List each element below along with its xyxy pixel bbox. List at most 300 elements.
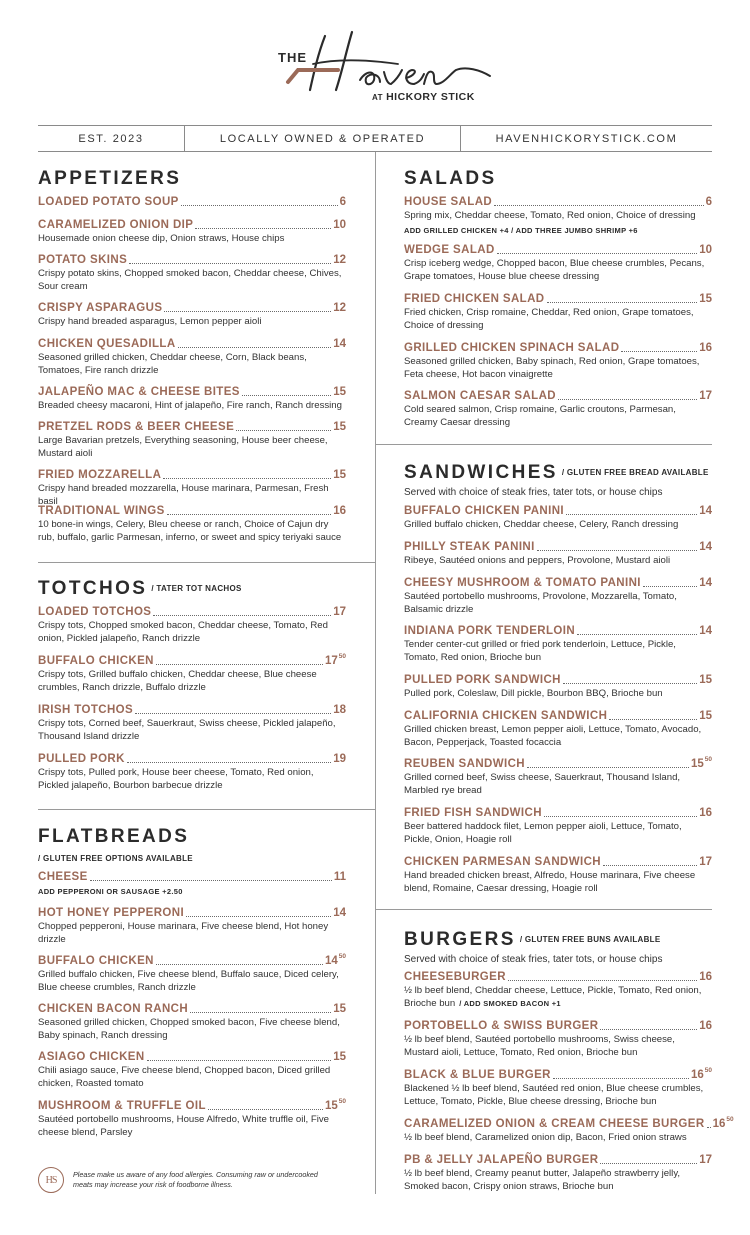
menu-item-header <box>404 242 712 257</box>
menu-item[interactable] <box>404 1067 712 1108</box>
menu-item-price <box>699 389 712 403</box>
menu-item[interactable] <box>38 1098 346 1139</box>
menu-item-name: LOADED POTATO SOUP <box>38 196 179 208</box>
menu-item-price <box>691 753 712 771</box>
leader-dots <box>236 430 331 431</box>
totchos-note: / TATER TOT NACHOS <box>151 584 242 593</box>
menu-item-header <box>404 539 712 554</box>
menu-item[interactable] <box>38 336 346 377</box>
menu-item-name: CHEESEBURGER <box>404 971 506 983</box>
menu-item-name: PULLED PORK SANDWICH <box>404 674 561 686</box>
menu-item-description <box>404 985 712 1010</box>
menu-item-price <box>699 1019 712 1033</box>
website-link[interactable]: HAVENHICKORYSTICK.COM <box>495 132 678 145</box>
menu-item-description-text: Crispy tots, Corned beef, Sauerkraut, Swiss cheese, Pickled jalapeño, Thousand Island drizzle <box>38 718 336 742</box>
leader-dots <box>508 980 697 981</box>
menu-item-name: PRETZEL RODS & BEER CHEESE <box>38 421 235 433</box>
menu-item[interactable] <box>38 1049 346 1090</box>
menu-item-header <box>404 291 712 306</box>
menu-item-price <box>333 385 346 399</box>
menu-item-description <box>404 688 712 701</box>
menu-item-price <box>699 806 712 820</box>
leader-dots <box>178 347 332 348</box>
menu-item-description-text: Grilled buffalo chicken, Cheddar cheese, Celery, Ranch dressing <box>404 519 679 530</box>
flatbreads-title: FLATBREADS <box>38 826 190 847</box>
menu-item-name: CHICKEN QUESADILLA <box>38 338 176 350</box>
menu-item[interactable] <box>404 1018 712 1059</box>
menu-item-name: BUFFALO CHICKEN PANINI <box>404 505 565 517</box>
menu-item-header <box>38 300 346 315</box>
menu-item-description <box>38 268 346 293</box>
menu-item-name: LOADED TOTCHOS <box>38 606 152 618</box>
menu-item-header <box>404 388 712 403</box>
divider-salads-sandwiches <box>376 444 712 445</box>
menu-item-price <box>699 292 712 306</box>
leader-dots <box>242 395 331 396</box>
menu-item[interactable] <box>38 905 346 946</box>
menu-item[interactable] <box>38 217 346 246</box>
menu-item-header <box>38 384 346 399</box>
menu-item-description <box>404 870 712 895</box>
price-dollars: 12 <box>333 302 346 314</box>
menu-item-price <box>699 624 712 638</box>
menu-item[interactable] <box>38 869 346 897</box>
menu-item-header <box>38 653 346 668</box>
menu-item-price <box>699 504 712 518</box>
price-dollars: 19 <box>333 753 346 765</box>
menu-item[interactable] <box>404 756 712 797</box>
menu-item-price <box>699 243 712 257</box>
menu-item[interactable] <box>38 702 346 743</box>
menu-item-price <box>333 301 346 315</box>
menu-item[interactable] <box>404 539 712 568</box>
salads-title: SALADS <box>404 168 497 189</box>
price-dollars: 16 <box>712 1118 726 1130</box>
leader-dots <box>707 1127 711 1128</box>
menu-item-description-text: Grilled chicken breast, Lemon pepper aioli, Lettuce, Tomato, Avocado, Bacon, Pepperjack, Toasted focaccia <box>404 724 702 748</box>
footer <box>38 1165 358 1195</box>
menu-item-description <box>404 555 712 568</box>
menu-item-description <box>38 316 346 329</box>
menu-item-description-text: Grilled buffalo chicken, Five cheese blend, Buffalo sauce, Diced celery, Blue cheese crumbles, Ranch drizzle <box>38 969 339 993</box>
menu-item-header <box>404 1018 712 1033</box>
totchos-title: TOTCHOS <box>38 578 148 600</box>
price-dollars: 16 <box>699 342 712 354</box>
menu-item-description-text: Blackened ½ lb beef blend, Sautéed red onion, Blue cheese crumbles, Lettuce, Tomato, Pickle, Blue cheese dressing, Brioche bun <box>404 1083 704 1107</box>
leader-dots <box>164 311 331 312</box>
price-dollars: 11 <box>333 871 346 883</box>
menu-item[interactable] <box>38 653 346 694</box>
menu-item[interactable] <box>404 575 712 616</box>
flatbreads-section <box>38 826 193 863</box>
menu-item-price <box>325 950 346 968</box>
menu-item-name: HOT HONEY PEPPERONI <box>38 907 185 919</box>
price-dollars: 15 <box>333 421 346 433</box>
logo-the: THE <box>278 50 307 65</box>
leader-dots <box>156 964 323 965</box>
menu-item-description <box>404 307 712 332</box>
menu-item-description <box>38 400 346 413</box>
menu-item[interactable] <box>404 503 712 532</box>
menu-item[interactable] <box>404 242 712 283</box>
menu-item[interactable] <box>404 388 712 429</box>
leader-dots <box>195 228 331 229</box>
price-dollars: 14 <box>699 505 712 517</box>
menu-item[interactable] <box>38 953 346 994</box>
menu-item[interactable] <box>38 1001 346 1042</box>
menu-item-name: FRIED CHICKEN SALAD <box>404 293 545 305</box>
menu-item-description-text: Sautéed portobello mushrooms, House Alfredo, White truffle oil, Five cheese blend, Parsley <box>38 1114 329 1138</box>
menu-item-price <box>325 1095 346 1113</box>
menu-item-name: ASIAGO CHICKEN <box>38 1051 145 1063</box>
menu-item-name: PB & JELLY JALAPEÑO BURGER <box>404 1154 599 1166</box>
menu-item-description-text: Housemade onion cheese dip, Onion straws, House chips <box>38 233 285 244</box>
leader-dots <box>497 253 698 254</box>
leader-dots <box>527 767 689 768</box>
menu-item[interactable] <box>404 708 712 749</box>
menu-item-price <box>333 253 346 267</box>
price-dollars: 10 <box>333 219 346 231</box>
menu-item-name: CHICKEN BACON RANCH <box>38 1003 189 1015</box>
price-dollars: 6 <box>339 196 346 208</box>
menu-item-price <box>699 709 712 723</box>
menu-item-description <box>404 639 712 664</box>
sandwiches-title: SANDWICHES <box>404 462 558 484</box>
menu-item-header <box>38 702 346 717</box>
menu-item-price <box>333 468 346 482</box>
price-dollars: 15 <box>690 758 704 770</box>
menu-item-addon: / ADD SMOKED BACON +1 <box>459 998 561 1008</box>
price-dollars: 10 <box>699 244 712 256</box>
menu-item-description-text: Crispy hand breaded mozzarella, House marinara, Parmesan, Fresh basil <box>38 483 329 507</box>
price-cents: 50 <box>338 1098 346 1105</box>
leader-dots <box>153 615 331 616</box>
menu-item-price <box>333 218 346 232</box>
menu-item[interactable] <box>404 194 712 236</box>
menu-item-header <box>38 604 346 619</box>
menu-item-description <box>38 352 346 377</box>
price-dollars: 14 <box>699 625 712 637</box>
price-cents: 50 <box>726 1116 734 1123</box>
menu-item-name: BUFFALO CHICKEN <box>38 655 154 667</box>
menu-item[interactable] <box>38 467 346 508</box>
menu-item-header <box>38 467 346 482</box>
menu-item-addon: ADD PEPPERONI OR SAUSAGE +2.50 <box>38 887 183 896</box>
menu-item[interactable] <box>404 623 712 664</box>
sandwiches-note: / GLUTEN FREE BREAD AVAILABLE <box>561 468 709 477</box>
menu-item-description <box>404 258 712 283</box>
menu-item-name: SALMON CAESAR SALAD <box>404 390 556 402</box>
leader-dots <box>609 719 697 720</box>
menu-item-header <box>404 1152 712 1167</box>
leader-dots <box>577 634 697 635</box>
menu-item-description <box>38 435 346 460</box>
menu-item-description <box>38 969 346 994</box>
logo-sub-place: HICKORY STICK <box>386 91 475 103</box>
menu-item-price <box>691 1064 712 1082</box>
menu-item-header <box>38 905 346 920</box>
menu-item-description <box>38 1065 346 1090</box>
menu-item-description <box>38 519 346 544</box>
menu-item-description-text: Seasoned grilled chicken, Cheddar cheese, Corn, Black beans, Tomatoes, Fire ranch drizzle <box>38 352 307 376</box>
menu-item-price <box>333 504 346 518</box>
menu-item-description <box>404 591 712 616</box>
price-dollars: 16 <box>699 1020 712 1032</box>
price-cents: 50 <box>704 756 712 763</box>
hs-badge-icon: HS <box>38 1167 64 1193</box>
leader-dots <box>553 1078 689 1079</box>
menu-item-description <box>38 669 346 694</box>
divider-totchos-flatbreads <box>38 809 375 810</box>
menu-item-description <box>404 1132 712 1145</box>
menu-item-header <box>404 1067 712 1082</box>
menu-item-price <box>340 195 346 209</box>
menu-item-header <box>404 623 712 638</box>
menu-item-description <box>404 1083 712 1108</box>
menu-item-header <box>38 217 346 232</box>
menu-item-description-text: Fried chicken, Crisp romaine, Cheddar, Red onion, Grape tomatoes, Choice of dressing <box>404 307 694 331</box>
price-dollars: 15 <box>333 1051 346 1063</box>
menu-item-header <box>38 1049 346 1064</box>
menu-item-name: CARAMELIZED ONION DIP <box>38 219 194 231</box>
burgers-section <box>404 929 662 966</box>
menu-item-description <box>404 821 712 846</box>
sandwiches-section <box>404 462 709 499</box>
burgers-note: / GLUTEN FREE BUNS AVAILABLE <box>519 935 661 944</box>
menu-item-price <box>699 1153 712 1167</box>
menu-item-description <box>38 1114 346 1139</box>
menu-item-description-text: Hand breaded chicken breast, Alfredo, House marinara, Five cheese blend, Romaine, Caesar dressing, Hoagie roll <box>404 870 696 894</box>
menu-item-description-text: Cold seared salmon, Crisp romaine, Garlic croutons, Parmesan, Creamy Caesar dressing <box>404 404 676 428</box>
menu-item-description-text: Seasoned grilled chicken, Chopped smoked bacon, Five cheese blend, Baby spinach, Ranch dressing <box>38 1017 340 1041</box>
menu-item-price <box>699 540 712 554</box>
leader-dots <box>563 683 697 684</box>
sandwiches-title-row <box>404 462 709 484</box>
menu-item[interactable] <box>404 1116 734 1145</box>
menu-item-description <box>38 233 346 246</box>
menu-item[interactable] <box>38 252 346 293</box>
menu-item-description-text: Sautéed portobello mushrooms, Provolone, Mozzarella, Tomato, Balsamic drizzle <box>404 591 677 615</box>
leader-dots <box>147 1060 332 1061</box>
menu-item-description <box>38 767 346 792</box>
appetizers-section <box>38 168 181 190</box>
leader-dots <box>494 205 703 206</box>
menu-item-price <box>333 1002 346 1016</box>
menu-item-description-text: ½ lb beef blend, Sautéed portobello mushrooms, Swiss cheese, Mustard aioli, Lettuce, Tomato, Red onion, Brioche bun <box>404 1034 675 1058</box>
menu-item-name: CHEESY MUSHROOM & TOMATO PANINI <box>404 577 641 589</box>
menu-item-description-text: Crispy tots, Grilled buffalo chicken, Cheddar cheese, Blue cheese crumbles, Ranch drizzle, Buffalo drizzle <box>38 669 317 693</box>
price-dollars: 15 <box>333 386 346 398</box>
leader-dots <box>167 514 332 515</box>
leader-dots <box>129 263 331 264</box>
price-dollars: 15 <box>699 710 712 722</box>
menu-item-header <box>404 1116 734 1131</box>
appetizers-title: APPETIZERS <box>38 168 182 189</box>
price-dollars: 16 <box>699 807 712 819</box>
menu-item[interactable] <box>404 672 712 701</box>
leader-dots <box>643 586 697 587</box>
leader-dots <box>127 762 331 763</box>
price-dollars: 15 <box>699 293 712 305</box>
menu-item-price <box>333 605 346 619</box>
menu-item-name: JALAPEÑO MAC & CHEESE BITES <box>38 386 240 398</box>
menu-item-name: GRILLED CHICKEN SPINACH SALAD <box>404 342 620 354</box>
menu-item-name: CHEESE <box>38 871 88 883</box>
menu-item-description-text: Crisp iceberg wedge, Chopped bacon, Blue cheese crumbles, Pecans, Grape tomatoes, House blue cheese dressing <box>404 258 705 282</box>
price-dollars: 12 <box>333 254 346 266</box>
price-dollars: 17 <box>699 390 712 402</box>
menu-item-name: INDIANA PORK TENDERLOIN <box>404 625 576 637</box>
menu-item-header <box>38 503 346 518</box>
menu-item[interactable] <box>38 384 346 413</box>
price-dollars: 16 <box>333 505 346 517</box>
leader-dots <box>208 1109 323 1110</box>
leader-dots <box>190 1012 331 1013</box>
divider-appetizers-totchos <box>38 562 375 563</box>
burgers-title-row <box>404 929 662 951</box>
menu-item-description-text: Chopped pepperoni, House marinara, Five cheese blend, Hot honey drizzle <box>38 921 329 945</box>
menu-item-name: CALIFORNIA CHICKEN SANDWICH <box>404 710 608 722</box>
menu-item[interactable] <box>404 969 712 1010</box>
sandwiches-subtitle: Served with choice of steak fries, tater tots, or house chips <box>404 487 663 499</box>
menu-item-price <box>333 337 346 351</box>
menu-item-description-text: Breaded cheesy macaroni, Hint of jalapeño, Fire ranch, Ranch dressing <box>38 400 342 411</box>
price-dollars: 17 <box>333 606 346 618</box>
menu-item[interactable] <box>38 300 346 329</box>
menu-item-description-text: Crispy potato skins, Chopped smoked bacon, Cheddar cheese, Chives, Sour cream <box>38 268 342 292</box>
leader-dots <box>600 1029 697 1030</box>
allergy-notice: Please make us aware of any food allergies. Consuming raw or undercooked meats may increase your risk of foodborne illness. <box>73 1170 318 1189</box>
menu-item-description-text: ½ lb beef blend, Caramelized onion dip, Bacon, Fried onion straws <box>404 1132 687 1143</box>
price-dollars: 14 <box>333 907 346 919</box>
menu-item[interactable] <box>404 291 712 332</box>
menu-item-description-text: ½ lb beef blend, Cheddar cheese, Lettuce, Pickle, Tomato, Red onion, Brioche bun <box>404 985 702 1009</box>
leader-dots <box>558 399 697 400</box>
menu-item-header <box>38 869 346 884</box>
menu-item[interactable] <box>404 805 712 846</box>
logo <box>260 18 500 114</box>
menu-item-header <box>404 854 712 869</box>
menu-item-header <box>38 1001 346 1016</box>
menu-item-name: PULLED PORK <box>38 753 125 765</box>
menu-item-price <box>713 1113 734 1131</box>
menu-item-price <box>699 341 712 355</box>
menu-item-description-text: Pulled pork, Coleslaw, Dill pickle, Bourbon BBQ, Brioche bun <box>404 688 663 699</box>
menu-item-header <box>404 805 712 820</box>
menu-item-price <box>706 195 712 209</box>
menu-item-header <box>404 756 712 771</box>
menu-item[interactable] <box>38 604 346 645</box>
menu-item-header <box>404 340 712 355</box>
price-dollars: 15 <box>699 674 712 686</box>
leader-dots <box>135 713 331 714</box>
price-dollars: 18 <box>333 704 346 716</box>
menu-item-description-text: Tender center-cut grilled or fried pork tenderloin, Lettuce, Pickle, Tomato, Red onion, Brioche bun <box>404 639 676 663</box>
menu-item-name: REUBEN SANDWICH <box>404 758 525 770</box>
leader-dots <box>156 664 323 665</box>
price-dollars: 14 <box>699 577 712 589</box>
menu-item[interactable] <box>38 419 346 460</box>
menu-item-name: MUSHROOM & TRUFFLE OIL <box>38 1100 206 1112</box>
menu-item-description-text: Beer battered haddock filet, Lemon pepper aioli, Lettuce, Tomato, Pickle, Onion, Hoagie roll <box>404 821 682 845</box>
leader-dots <box>163 478 331 479</box>
menu-item-description <box>404 1034 712 1059</box>
column-divider <box>375 152 376 1194</box>
menu-item-description <box>38 921 346 946</box>
leader-dots <box>186 916 331 917</box>
price-dollars: 15 <box>333 1003 346 1015</box>
menu-item-header <box>404 194 712 209</box>
menu-item[interactable] <box>404 1152 712 1193</box>
menu-item-description-text: Grilled corned beef, Swiss cheese, Sauerkraut, Thousand Island, Marbled rye bread <box>404 772 681 796</box>
menu-item-name: PORTOBELLO & SWISS BURGER <box>404 1020 599 1032</box>
menu-item[interactable] <box>404 854 712 895</box>
menu-item-price <box>334 870 346 884</box>
price-dollars: 14 <box>699 541 712 553</box>
menu-item[interactable] <box>38 751 346 792</box>
price-cents: 50 <box>338 653 346 660</box>
menu-item[interactable] <box>404 340 712 381</box>
leader-dots <box>90 880 332 881</box>
menu-item-description-text: Ribeye, Sautéed onions and peppers, Provolone, Mustard aioli <box>404 555 671 566</box>
price-dollars: 17 <box>699 856 712 868</box>
menu-item-description <box>404 1168 712 1193</box>
menu-item-price <box>333 420 346 434</box>
menu-item-name: BLACK & BLUE BURGER <box>404 1069 551 1081</box>
menu-item-description-text: ½ lb beef blend, Creamy peanut butter, Jalapeño strawberry jelly, Smoked bacon, Crispy onion straws, Brioche bun <box>404 1168 681 1192</box>
menu-item[interactable] <box>38 503 346 544</box>
menu-item-header <box>38 252 346 267</box>
menu-item-description-text: Spring mix, Cheddar cheese, Tomato, Red onion, Choice of dressing <box>404 210 696 221</box>
menu-item-name: CRISPY ASPARAGUS <box>38 302 163 314</box>
leader-dots <box>547 302 698 303</box>
menu-item-header <box>404 969 712 984</box>
menu-item[interactable] <box>38 194 346 209</box>
menu-item-description <box>404 210 712 223</box>
menu-item-name: WEDGE SALAD <box>404 244 495 256</box>
leader-dots <box>181 205 338 206</box>
menu-item-name: IRISH TOTCHOS <box>38 704 134 716</box>
menu-item-description <box>404 356 712 381</box>
menu-item-price <box>333 1050 346 1064</box>
price-dollars: 16 <box>690 1069 704 1081</box>
leader-dots <box>537 550 697 551</box>
menu-item-description <box>38 1017 346 1042</box>
info-bar <box>38 125 712 152</box>
menu-item-price <box>699 970 712 984</box>
menu-item-name: CARAMELIZED ONION & CREAM CHEESE BURGER <box>404 1118 705 1130</box>
menu-item-description-text: Crispy hand breaded asparagus, Lemon pepper aioli <box>38 316 262 327</box>
menu-item-name: CHICKEN PARMESAN SANDWICH <box>404 856 601 868</box>
menu-item-description <box>404 404 712 429</box>
menu-item-price <box>333 752 346 766</box>
menu-item-description-text: Crispy tots, Chopped smoked bacon, Cheddar cheese, Tomato, Red onion, Pickled jalapeño, Ranch drizzle <box>38 620 328 644</box>
menu-item-header <box>38 1098 346 1113</box>
logo-sub-at: AT <box>372 93 384 102</box>
menu-item-header <box>404 672 712 687</box>
price-cents: 50 <box>704 1067 712 1074</box>
leader-dots <box>544 816 697 817</box>
menu-item-description-text: Crispy tots, Pulled pork, House beer cheese, Tomato, Red onion, Pickled jalapeño, Bourbon barbecue drizzle <box>38 767 314 791</box>
leader-dots <box>621 351 697 352</box>
menu-item-header <box>38 953 346 968</box>
menu-item-header <box>38 751 346 766</box>
menu-item-description <box>404 724 712 749</box>
menu-item-name: HOUSE SALAD <box>404 196 493 208</box>
flatbreads-gluten-note: / GLUTEN FREE OPTIONS AVAILABLE <box>38 854 193 863</box>
leader-dots <box>566 514 697 515</box>
established-year: EST. 2023 <box>38 126 185 151</box>
